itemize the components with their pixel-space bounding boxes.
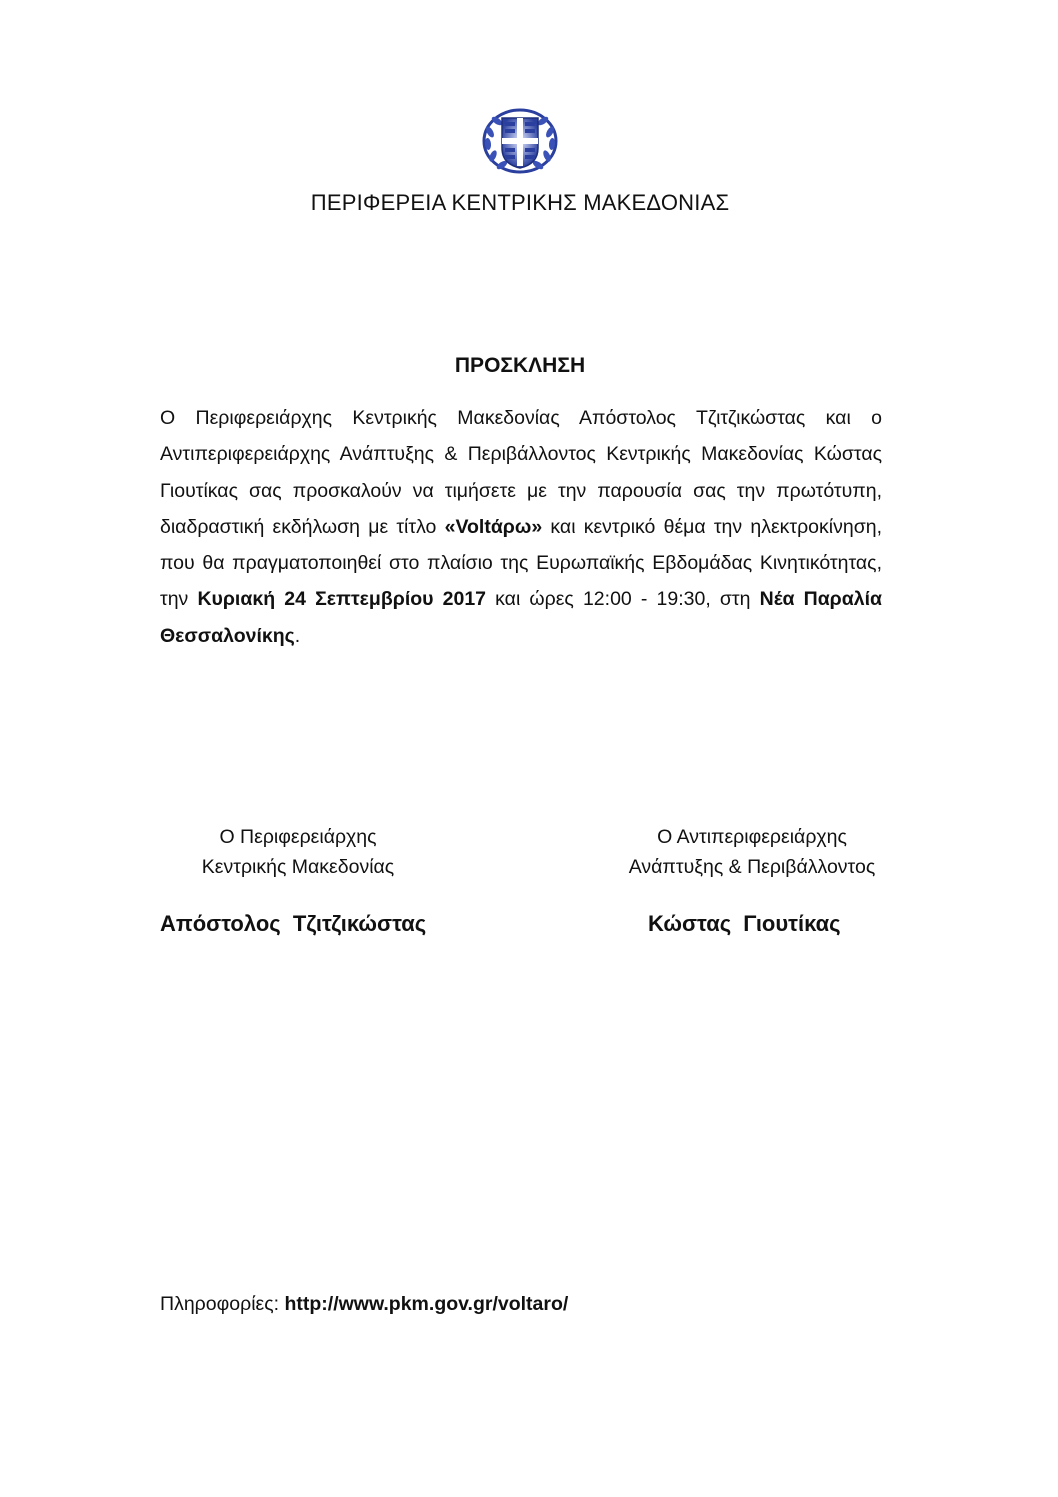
greek-state-emblem-icon	[482, 108, 558, 174]
invitation-body	[160, 400, 882, 654]
signature-block-right	[592, 822, 912, 882]
document-title: ΠΡΟΣΚΛΗΣΗ	[454, 354, 586, 377]
signature-right-title-line2: Ανάπτυξης & Περιβάλλοντος	[628, 856, 876, 878]
body-text-part4: .	[294, 624, 301, 647]
signature-left-title-line1: Ο Περιφερειάρχης	[219, 826, 377, 848]
signature-left-title-line2: Κεντρικής Μακεδονίας	[201, 856, 395, 878]
info-link[interactable]: http://www.pkm.gov.gr/voltaro/	[284, 1293, 569, 1315]
signatory-name-right: Κώστας Γιουτίκας	[648, 911, 841, 936]
signatory-name-left: Απόστολος Τζιτζικώστας	[160, 911, 427, 936]
organization-name: ΠΕΡΙΦΕΡΕΙΑ ΚΕΝΤΡΙΚΗΣ ΜΑΚΕΔΟΝΙΑΣ	[310, 190, 730, 215]
event-location: Νέα Παραλία Θεσσαλονίκης	[160, 588, 882, 647]
info-label: Πληροφορίες:	[160, 1293, 285, 1315]
body-text-part3: και ώρες 12:00 - 19:30, στη	[486, 588, 760, 611]
event-name: «Voltάρω»	[444, 515, 543, 538]
info-line	[160, 1293, 568, 1316]
body-text-part2: και κεντρικό θέμα την ηλεκτροκίνηση, που θα πραγματοποιηθεί στο πλαίσιο της Ευρωπαϊκής Εβδομάδας Κινητικότητας, την	[160, 515, 883, 611]
event-date: Κυριακή 24 Σεπτεμβρίου 2017	[197, 588, 487, 611]
signature-right-title-line1: Ο Αντιπεριφερειάρχης	[657, 826, 847, 848]
signature-block-left	[148, 822, 448, 882]
body-text-part1: Ο Περιφερειάρχης Κεντρικής Μακεδονίας Απόστολος Τζιτζικώστας και ο Αντιπεριφερειάρχης Ανάπτυξης & Περιβάλλοντος Κεντρικής Μακεδονίας Κώστας Γιουτίκας σας προσκαλούν να τιμήσετε με την παρουσία σας την πρωτότυπη, διαδραστική εκδήλωση με τίτλο	[160, 407, 882, 538]
